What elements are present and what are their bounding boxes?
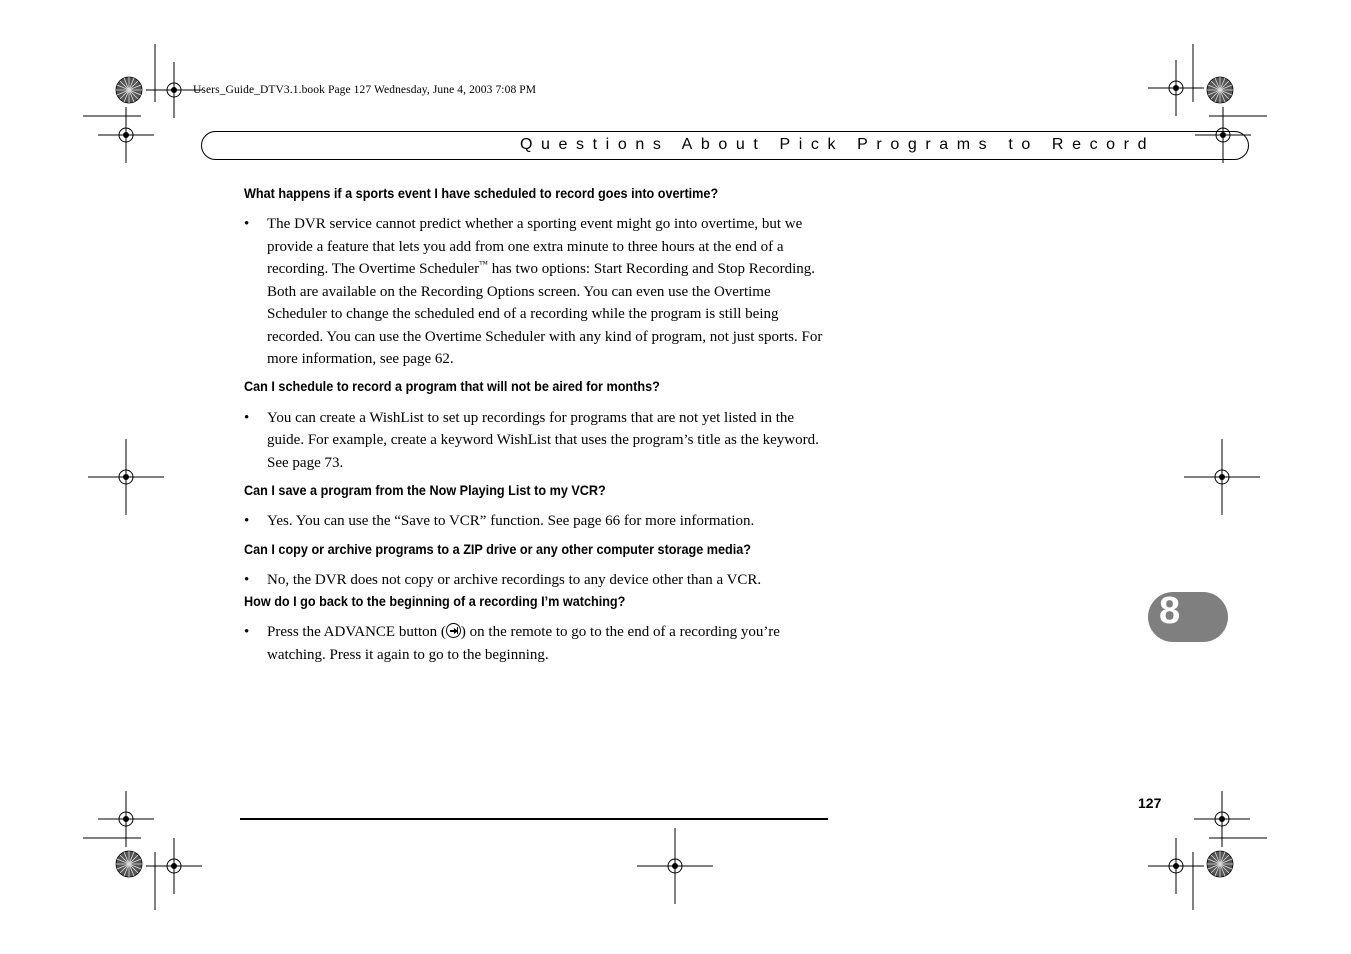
faq-content [244, 184, 824, 666]
faq-question: How do I go back to the beginning of a recording I’m watching? [244, 594, 626, 609]
page-header-title: Questions About Pick Programs to Record [520, 136, 1156, 153]
answer-text: You can create a WishList to set up recordings for programs that are not yet listed in the guide. For example, create a keyword WishList that uses the program’s title as the keyword. See page 73. [267, 409, 819, 471]
faq-question: Can I copy or archive programs to a ZIP drive or any other computer storage media? [244, 541, 752, 557]
bullet: • [244, 409, 250, 426]
answer-text: No, the DVR does not copy or archive recordings to any device other than a VCR. [267, 571, 762, 588]
answer-text: Press the ADVANCE button ( [267, 624, 446, 640]
answer-text: ) on the remote to go to the end of a recording you’re watching. Press it again to go to the beginning. [267, 624, 780, 663]
registration-mark-icon [88, 439, 164, 515]
faq-question: Can I save a program from the Now Playing List to my VCR? [244, 483, 606, 498]
faq-answer [244, 569, 824, 592]
bullet: • [244, 216, 250, 232]
faq-answer [244, 213, 824, 371]
registration-mark-icon [1184, 439, 1260, 515]
answer-text: has two options: Start Recording and Stop Recording. Both are available on the Recording Options screen. You can even use the Overtime Scheduler to change the scheduled end of a recording while the program is still being recorded. You can use the Overtime Scheduler with any kind of program, not just sports. For more information, see page 62. [267, 261, 823, 367]
trademark-symbol: ™ [479, 259, 488, 269]
answer-text: The DVR service cannot predict whether a sporting event might go into overtime, but we provide a feature that lets you add from one extra minute to three hours at the end of a recording. The Overtime Scheduler [267, 216, 803, 277]
chapter-number: 8 [1159, 590, 1181, 632]
registration-mark-icon [146, 838, 202, 894]
star-target-icon [1207, 851, 1233, 877]
bullet: • [244, 513, 250, 529]
registration-mark-icon [1194, 791, 1250, 847]
star-target-icon [116, 77, 142, 103]
faq-question: Can I schedule to record a program that will not be aired for months? [244, 378, 660, 394]
bullet: • [244, 571, 250, 588]
faq-answer [244, 407, 824, 475]
registration-mark-icon [98, 791, 154, 847]
registration-mark-icon [98, 107, 154, 163]
advance-button-icon [446, 623, 461, 638]
answer-text: Yes. You can use the “Save to VCR” function. See page 66 for more information. [267, 513, 755, 529]
bullet: • [244, 624, 250, 640]
registration-mark-icon [637, 828, 713, 904]
footer-rule [240, 818, 828, 820]
registration-mark-icon [1148, 60, 1204, 116]
faq-question: What happens if a sports event I have scheduled to record goes into overtime? [244, 186, 719, 201]
faq-answer [244, 510, 824, 533]
page-number: 127 [1138, 795, 1162, 811]
registration-mark-icon [1148, 838, 1204, 894]
star-target-icon [116, 851, 142, 877]
printer-slug-line: Users_Guide_DTV3.1.book Page 127 Wednesday, June 4, 2003 7:08 PM [193, 84, 537, 96]
star-target-icon [1207, 77, 1233, 103]
faq-answer [244, 621, 824, 666]
